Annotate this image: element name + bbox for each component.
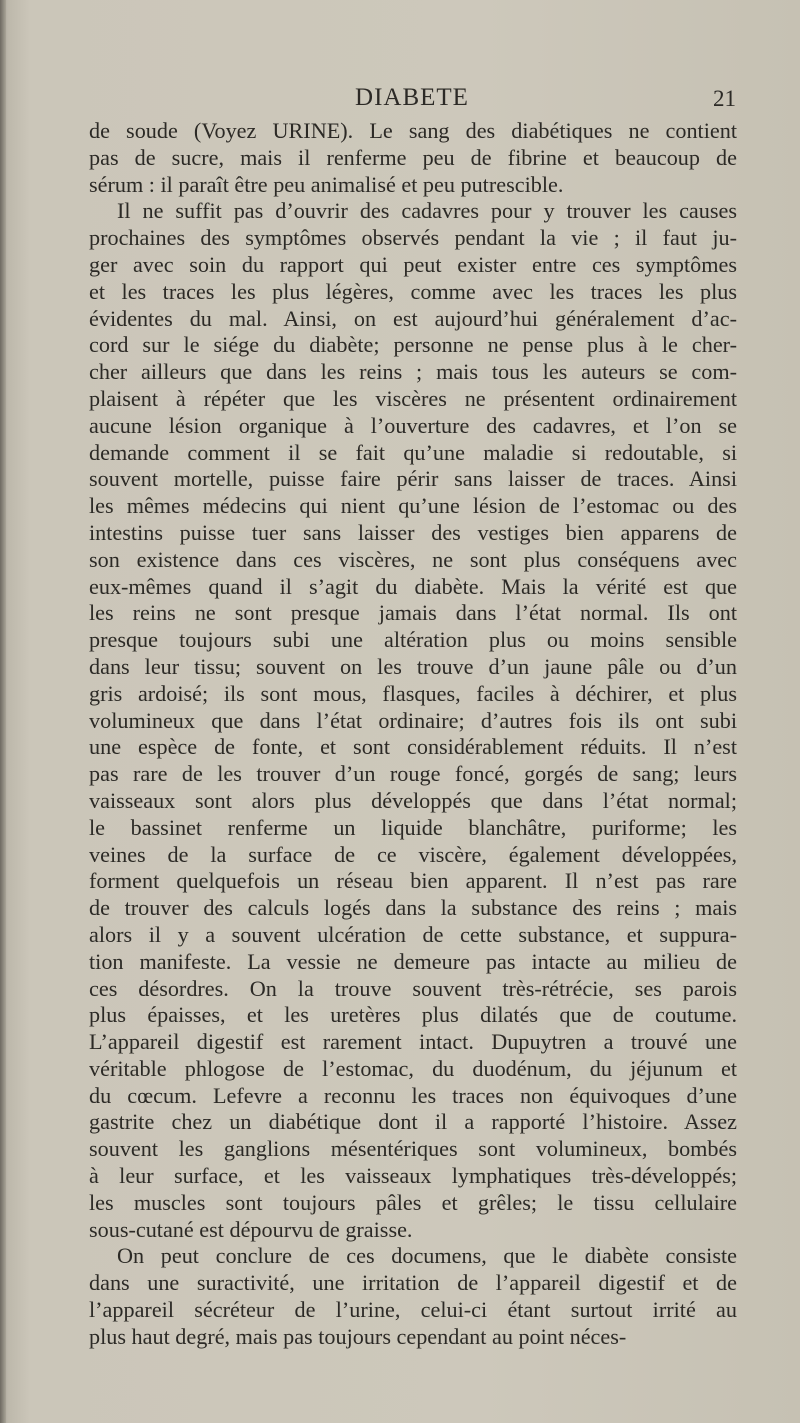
text-line: plaisent à répéter que les viscères ne présentent ordinairement	[89, 385, 737, 411]
text-line: dans une suractivité, une irritation de l’appareil digestif et de	[89, 1270, 737, 1296]
page-spine-shadow	[0, 0, 6, 1423]
text-line: On peut conclure de ces documens, que le diabète consiste	[117, 1243, 737, 1269]
text-line: à leur surface, et les vaisseaux lymphatiques très-développés;	[89, 1163, 737, 1189]
text-line: dans leur tissu; souvent on les trouve d’un jaune pâle ou d’un	[89, 653, 737, 679]
text-line: les mêmes médecins qui nient qu’une lésion de l’estomac ou des	[89, 493, 737, 519]
body-text	[89, 118, 737, 1351]
text-line: son existence dans ces viscères, ne sont plus conséquens avec	[89, 546, 737, 572]
page-number: 21	[713, 86, 736, 111]
text-line: forment quelquefois un réseau bien apparent. Il n’est pas rare	[89, 868, 737, 894]
text-line: demande comment il se fait qu’une maladie si redoutable, si	[89, 439, 737, 465]
text-line: évidentes du mal. Ainsi, on est aujourd’hui généralement d’ac-	[89, 305, 737, 331]
text-line: eux-mêmes quand il s’agit du diabète. Mais la vérité est que	[89, 573, 737, 599]
text-line: ger avec soin du rapport qui peut exister entre ces symptômes	[89, 251, 737, 277]
text-line: souvent mortelle, puisse faire périr sans laisser de traces. Ainsi	[89, 466, 737, 492]
text-line: pas rare de les trouver d’un rouge foncé, gorgés de sang; leurs	[89, 761, 737, 787]
text-line: véritable phlogose de l’estomac, du duodénum, du jéjunum et	[89, 1055, 737, 1081]
running-header	[88, 84, 736, 116]
text-line: l’appareil sécréteur de l’urine, celui-ci étant surtout irrité au	[89, 1297, 737, 1323]
text-line: plus haut degré, mais pas toujours cependant au point néces-	[89, 1323, 627, 1349]
text-line: de soude (Voyez URINE). Le sang des diabétiques ne contient	[89, 118, 737, 143]
text-line: cher ailleurs que dans les reins ; mais tous les auteurs se com-	[89, 359, 737, 385]
text-line: aucune lésion organique à l’ouverture des cadavres, et l’on se	[89, 412, 737, 438]
text-line: du cœcum. Lefevre a reconnu les traces non équivoques d’une	[89, 1082, 737, 1108]
text-line: ces désordres. On la trouve souvent très-rétrécie, ses parois	[89, 975, 737, 1001]
text-line: sérum : il paraît être peu animalisé et peu putrescible.	[89, 171, 564, 197]
text-line: L’appareil digestif est rarement intact. Dupuytren a trouvé une	[89, 1029, 737, 1055]
text-line: et les traces les plus légères, comme avec les traces les plus	[89, 278, 737, 304]
text-line: une espèce de fonte, et sont considérablement réduits. Il n’est	[89, 734, 737, 760]
text-line: gastrite chez un diabétique dont il a rapporté l’histoire. Assez	[89, 1109, 737, 1135]
text-line: le bassinet renferme un liquide blanchâtre, puriforme; les	[89, 814, 737, 840]
text-line: cord sur le siége du diabète; personne ne pense plus à le cher-	[89, 332, 737, 358]
text-line: intestins puisse tuer sans laisser des vestiges bien apparens de	[89, 519, 737, 545]
text-line: de trouver des calculs logés dans la substance des reins ; mais	[89, 895, 737, 921]
text-line: Il ne suffit pas d’ouvrir des cadavres pour y trouver les causes	[117, 198, 737, 224]
text-line: prochaines des symptômes observés pendant la vie ; il faut ju-	[89, 225, 737, 251]
page-title: DIABETE	[355, 84, 469, 111]
text-line: plus épaisses, et les uretères plus dilatés que de coutume.	[89, 1002, 737, 1028]
text-line: alors il y a souvent ulcération de cette substance, et suppura-	[89, 921, 737, 947]
text-line: gris ardoisé; ils sont mous, flasques, faciles à déchirer, et plus	[89, 680, 737, 706]
text-line: pas de sucre, mais il renferme peu de fibrine et beaucoup de	[89, 144, 737, 170]
text-line: les muscles sont toujours pâles et grêles; le tissu cellulaire	[89, 1189, 737, 1215]
text-line: veines de la surface de ce viscère, également développées,	[89, 841, 737, 867]
text-line: volumineux que dans l’état ordinaire; d’autres fois ils ont subi	[89, 707, 737, 733]
text-line: souvent les ganglions mésentériques sont volumineux, bombés	[89, 1136, 737, 1162]
text-line: tion manifeste. La vessie ne demeure pas intacte au milieu de	[89, 948, 737, 974]
text-line: vaisseaux sont alors plus développés que dans l’état normal;	[89, 787, 737, 813]
text-line: sous-cutané est dépourvu de graisse.	[89, 1216, 413, 1242]
text-line: presque toujours subi une altération plus ou moins sensible	[89, 627, 737, 653]
text-line: les reins ne sont presque jamais dans l’état normal. Ils ont	[89, 600, 737, 626]
